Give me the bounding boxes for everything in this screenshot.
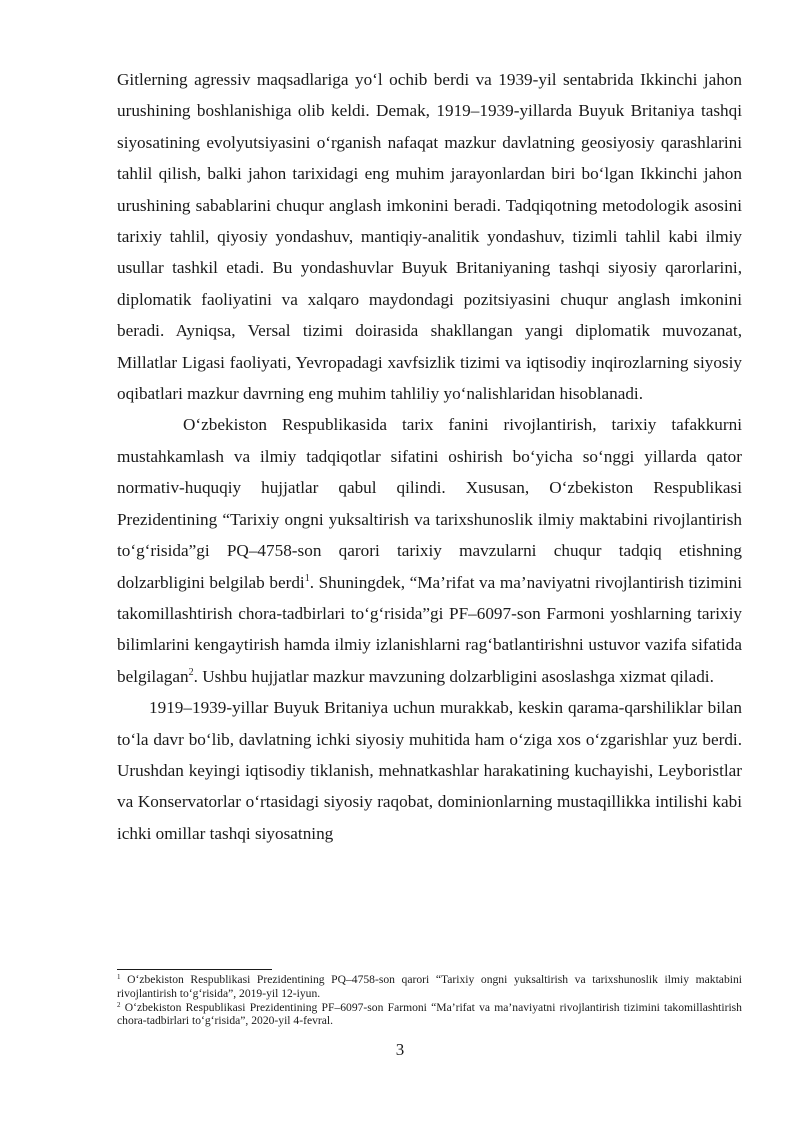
footnote-divider — [117, 969, 272, 970]
footnote-1 — [117, 973, 742, 1001]
paragraph-2-text-b: . Shuningdek, “Ma’rifat va ma’naviyatni rivojlantirish tizimini takomillashtirish chora-tadbirlari to‘g‘risida”gi PF–6097-son Farmoni yoshlarning tarixiy bilimlarini kengaytirish hamda ilmiy izlanishlarni rag‘batlantirishni ustuvor vazifa sifatida belgilagan — [117, 572, 742, 686]
footnote-2-text: O‘zbekiston Respublikasi Prezidentining PF–6097-son Farmoni “Ma’rifat va ma’naviyatni rivojlantirish tizimini takomillashtirish chora-tadbirlari to‘g‘risida”, 2020-yil 4-fevral. — [117, 1000, 742, 1028]
footnote-ref-2[interactable]: 2 — [188, 666, 194, 678]
footnote-2-number: 2 — [117, 1000, 121, 1009]
page-number: 3 — [395, 1040, 405, 1059]
footnote-ref-1[interactable]: 1 — [304, 572, 310, 584]
paragraph-1: Gitlerning agressiv maqsadlariga yo‘l ochib berdi va 1939-yil sentabrida Ikkinchi jahon urushining boshlanishiga olib keldi. Demak, 1919–1939-yillarda Buyuk Britaniya tashqi siyosatining evolyutsiyasini o‘rganish nafaqat mazkur davlatning geosiyosiy qarashlarini tahlil qilish, balki jahon tarixidagi eng muhim jarayonlardan biri bo‘lgan Ikkinchi jahon urushining sabablarini chuqur anglash imkonini beradi. Tadqiqotning metodologik asosini tarixiy tahlil, qiyosiy yondashuv, mantiqiy-analitik yondashuv, tizimli tahlil kabi ilmiy usullar tashkil etadi. Bu yondashuvlar Buyuk Britaniyaning tashqi siyosiy qarorlarini, diplomatik faoliyatini va xalqaro maydondagi pozitsiyasini chuqur anglash imkonini beradi. Ayniqsa, Versal tizimi doirasida shakllangan yangi diplomatik muvozanat, Millatlar Ligasi faoliyati, Yevropadagi xavfsizlik tizimi va iqtisodiy inqirozlarning siyosiy oqibatlari mazkur davrning eng muhim tahliliy yo‘nalishlaridan hisoblanadi. — [117, 70, 742, 404]
paragraph-2-text-c: . Ushbu hujjatlar mazkur mavzuning dolzarbligini asoslashga xizmat qiladi. — [193, 666, 714, 686]
footnote-1-number: 1 — [117, 973, 121, 981]
paragraph-2-text-a: O‘zbekiston Respublikasida tarix fanini rivojlantirish, tarixiy tafakkurni mustahkamlash va ilmiy tadqiqotlar sifatini oshirish bo‘yicha so‘nggi yillarda qator normativ-huquqiy hujjatlar qabul qilindi. Xususan, O‘zbekiston Respublikasi Prezidentining “Tarixiy ongni yuksaltirish va tarixshunoslik ilmiy maktabini rivojlantirish to‘g‘risida”gi PQ–4758-son qarori tarixiy mavzularni chuqur tadqiq etishning dolzarbligini belgilab berdi — [117, 415, 742, 592]
paragraph-3: 1919–1939-yillar Buyuk Britaniya uchun murakkab, keskin qarama-qarshiliklar bilan to‘la davr bo‘lib, davlatning ichki siyosiy muhitida ham o‘ziga xos o‘zgarishlar yuz berdi. Urushdan keyingi iqtisodiy tiklanish, mehnatkashlar harakatining kuchayishi, Leyboristlar va Konservatorlar o‘rtasidagi siyosiy raqobat, dominionlarning mustaqillikka intilishi kabi ichki omillar tashqi siyosatning — [117, 698, 742, 843]
footnote-1-text: O‘zbekiston Respublikasi Prezidentining PQ–4758-son qarori “Tarixiy ongni yuksaltirish va tarixshunoslik ilmiy maktabini rivojlantirish to‘g‘risida”, 2019-yil 12-iyun. — [117, 973, 742, 1000]
paragraph-2 — [117, 409, 742, 692]
footnotes — [117, 973, 742, 1028]
body-text — [117, 64, 742, 849]
footnote-2 — [117, 1001, 742, 1029]
